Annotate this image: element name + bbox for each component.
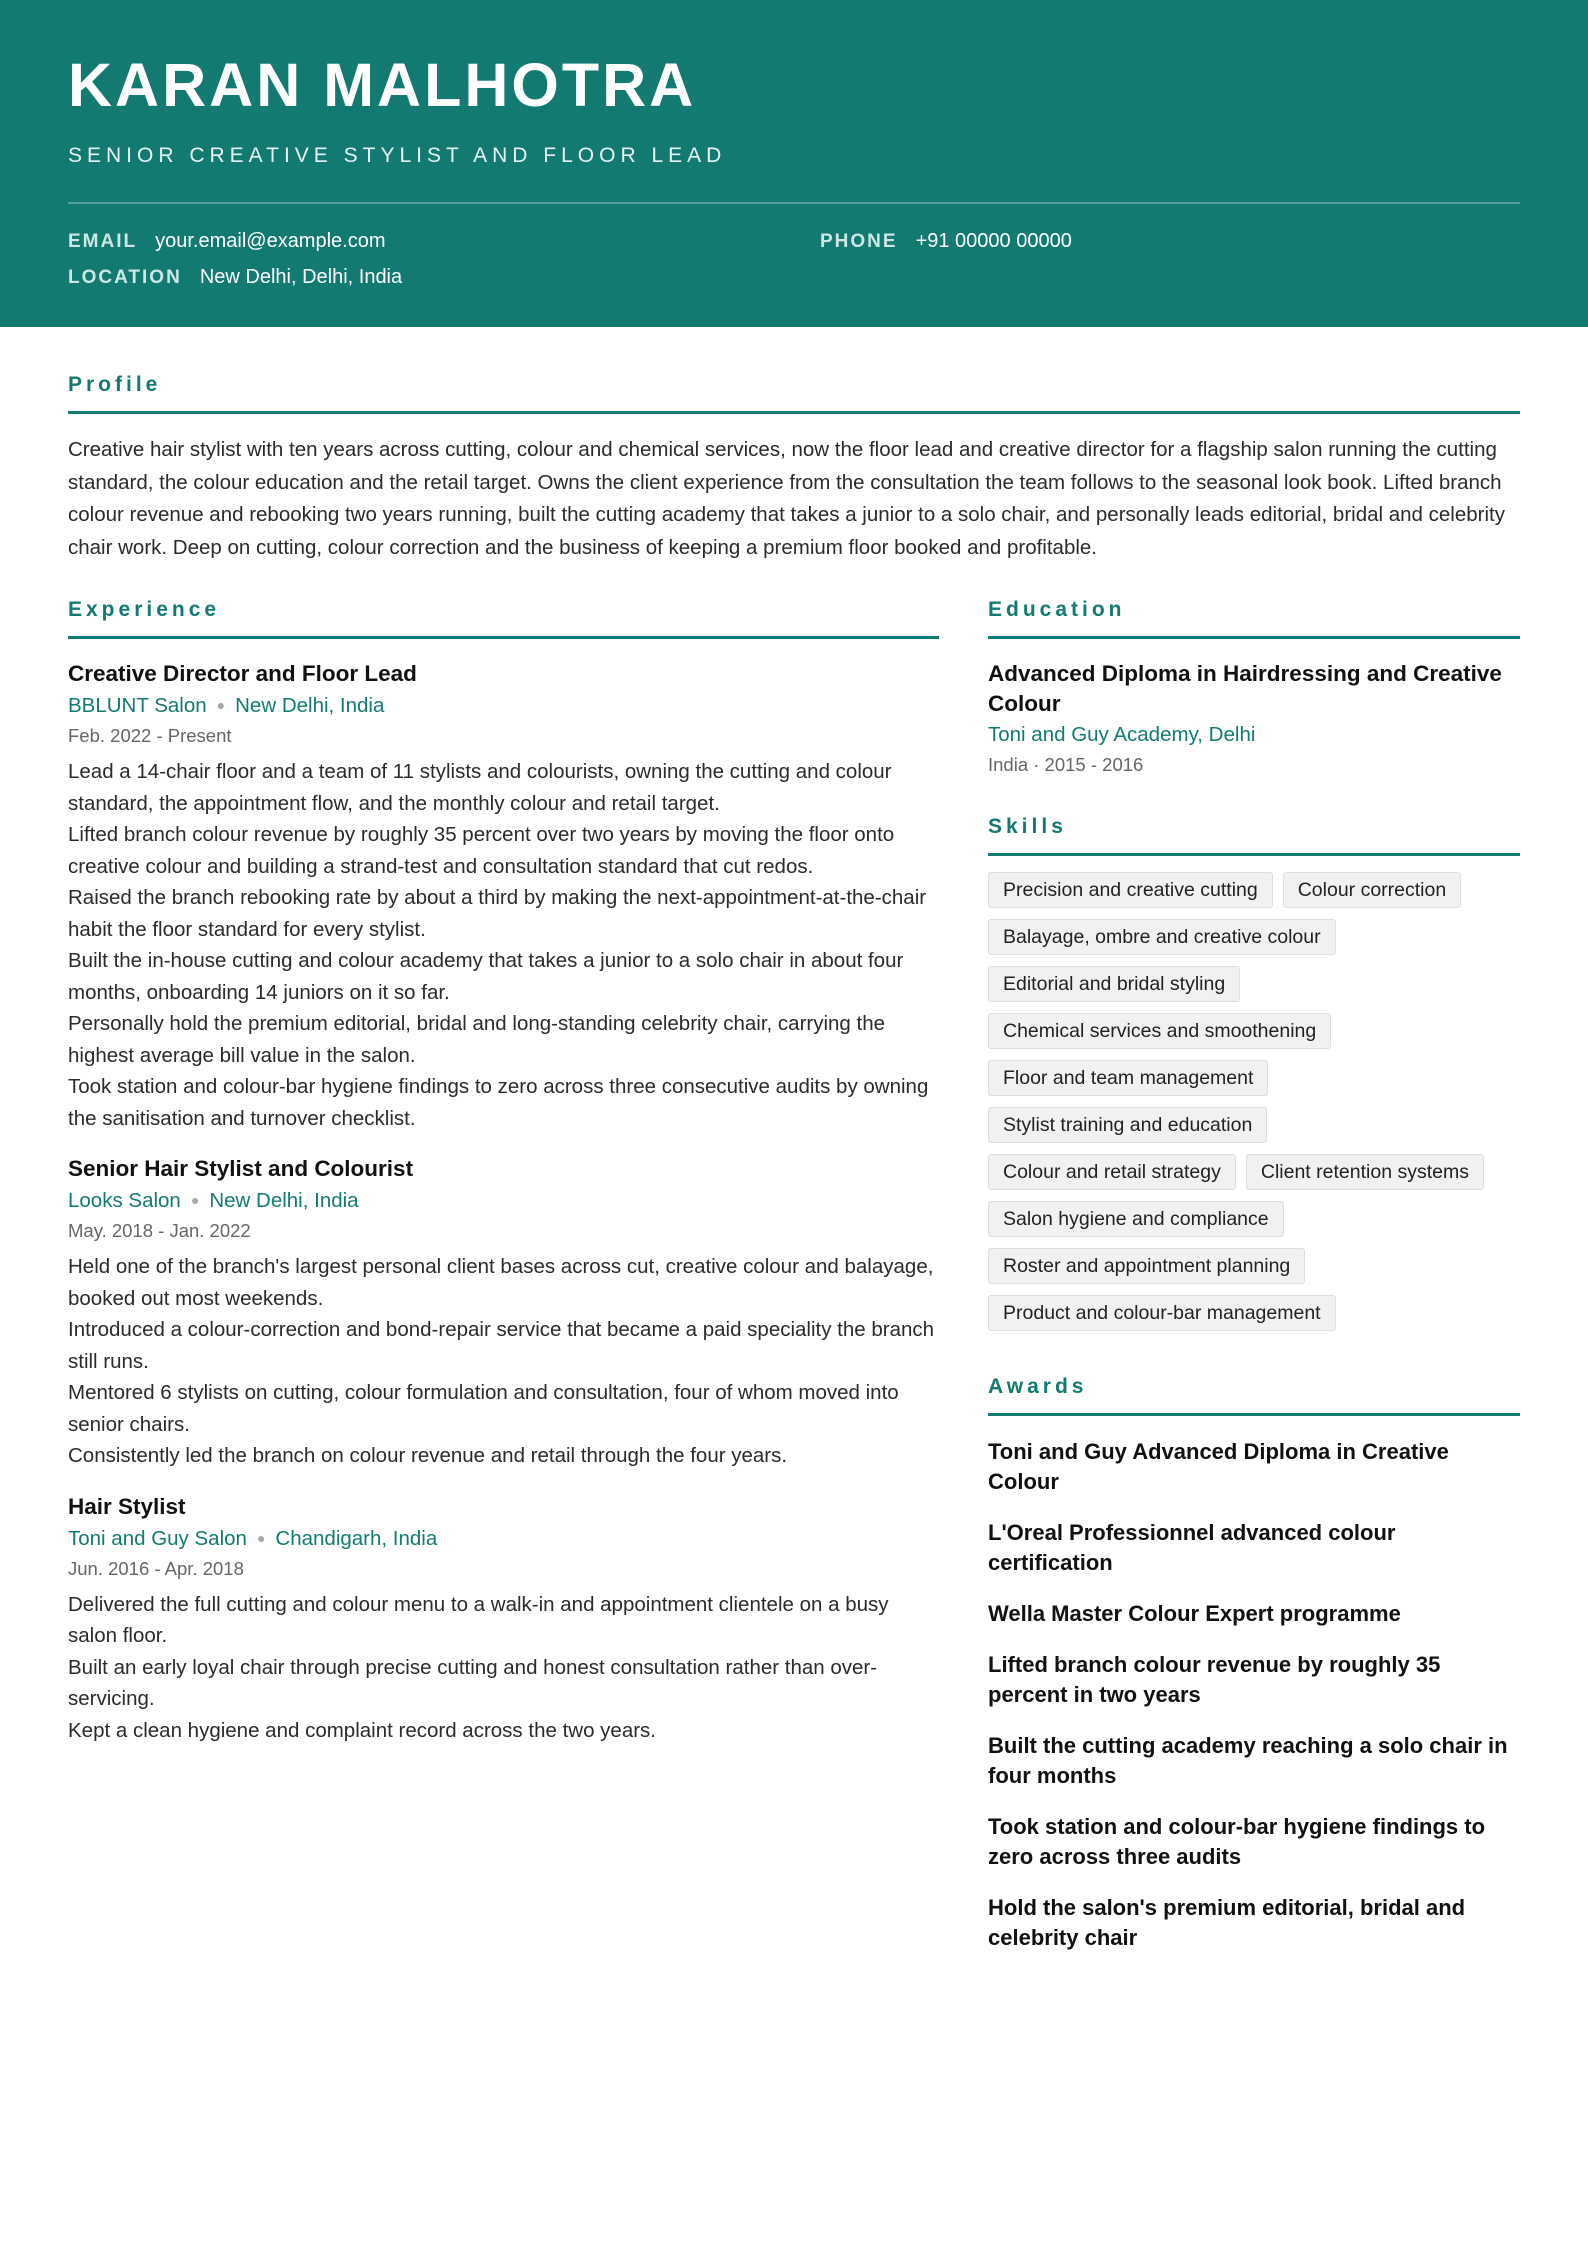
job-location: New Delhi, India (235, 694, 385, 717)
contact-location (68, 266, 402, 289)
candidate-title: SENIOR CREATIVE STYLIST AND FLOOR LEAD (68, 144, 727, 167)
separator-dot-icon: ● (190, 1192, 200, 1208)
job-org-line (68, 1184, 939, 1217)
job-dates: Jun. 2016 - Apr. 2018 (68, 1557, 244, 1579)
awards-section (988, 1375, 1520, 1953)
award-item: Took station and colour-bar hygiene findings to zero across three audits (988, 1814, 1486, 1869)
skill-chip: Roster and appointment planning (988, 1248, 1305, 1284)
job-location: Chandigarh, India (275, 1526, 438, 1550)
award-item: Toni and Guy Advanced Diploma in Creative Colour (988, 1439, 1449, 1494)
skill-chip: Chemical services and smoothening (988, 1013, 1331, 1049)
job-bullet: Lead a 14-chair floor and a team of 11 stylists and colourists, owning the cutting and colour standard, the appointment flow, and the monthly colour and retail target. (68, 760, 892, 815)
award-item: L'Oreal Professionnel advanced colour certification (988, 1520, 1396, 1575)
resume-header (0, 0, 1588, 327)
job-entry (68, 1492, 939, 1747)
email-value[interactable]: your.email@example.com (155, 230, 386, 252)
skill-chip-list (988, 872, 1520, 1331)
job-org-line (68, 689, 939, 722)
sidebar-column (988, 598, 1520, 1953)
job-company: BBLUNT Salon (68, 694, 207, 717)
job-bullet: Took station and colour-bar hygiene findings to zero across three consecutive audits by owning the sanitisation and turnover checklist. (68, 1075, 929, 1130)
skill-chip: Precision and creative cutting (988, 872, 1273, 908)
contact-phone (820, 230, 1072, 253)
job-list (68, 659, 939, 1746)
contact-email (68, 230, 386, 253)
two-column-layout (68, 598, 1520, 1953)
header-divider (68, 202, 1520, 204)
experience-section (68, 598, 939, 1953)
job-company: Looks Salon (68, 1189, 181, 1212)
award-item: Hold the salon's premium editorial, bridal and celebrity chair (988, 1895, 1466, 1950)
job-bullet: Personally hold the premium editorial, bridal and long-standing celebrity chair, carrying the highest average bill value in the salon. (68, 1012, 886, 1067)
skill-chip: Editorial and bridal styling (988, 966, 1240, 1002)
job-bullets (68, 1589, 939, 1747)
award-item: Lifted branch colour revenue by roughly 35 percent in two years (988, 1652, 1441, 1707)
job-dates: Feb. 2022 - Present (68, 725, 232, 746)
education-degree: Advanced Diploma in Hairdressing and Creative Colour (988, 661, 1502, 716)
contact-block (68, 230, 1520, 310)
job-dates: May. 2018 - Jan. 2022 (68, 1220, 251, 1241)
resume-body (0, 373, 1588, 1953)
location-value: New Delhi, Delhi, India (199, 266, 403, 288)
awards-heading: Awards (988, 1375, 1520, 1416)
job-bullet: Built an early loyal chair through precise cutting and honest consultation rather than over-servicing. (68, 1655, 878, 1710)
location-label: LOCATION (68, 267, 182, 288)
job-bullets (68, 756, 939, 1134)
job-location: New Delhi, India (209, 1189, 359, 1212)
skill-chip: Salon hygiene and compliance (988, 1201, 1284, 1237)
award-item: Wella Master Colour Expert programme (988, 1601, 1401, 1626)
job-entry (68, 1154, 939, 1472)
education-section (988, 598, 1520, 779)
job-bullet: Lifted branch colour revenue by roughly 35 percent over two years by moving the floor onto creative colour and building a strand-test and consultation standard that cut redos. (68, 823, 895, 878)
job-title: Hair Stylist (68, 1493, 186, 1519)
job-title: Senior Hair Stylist and Colourist (68, 1156, 414, 1181)
candidate-name: KARAN MALHOTRA (68, 51, 697, 119)
separator-dot-icon: ● (256, 1529, 266, 1546)
job-bullet: Delivered the full cutting and colour menu to a walk-in and appointment clientele on a busy salon floor. (68, 1592, 889, 1647)
skill-chip: Floor and team management (988, 1060, 1268, 1096)
job-org-line (68, 1522, 939, 1555)
education-meta: India · 2015 - 2016 (988, 754, 1144, 775)
job-bullet: Consistently led the branch on colour revenue and retail through the four years. (68, 1444, 788, 1467)
skills-section (988, 815, 1520, 1331)
job-bullet: Mentored 6 stylists on cutting, colour formulation and consultation, four of whom moved into senior chairs. (68, 1381, 899, 1436)
education-school: Toni and Guy Academy, Delhi (988, 723, 1256, 746)
skill-chip: Client retention systems (1246, 1154, 1484, 1190)
job-bullet: Held one of the branch's largest personal client bases across cut, creative colour and balayage, booked out most weekends. (68, 1255, 934, 1310)
skill-chip: Colour correction (1283, 872, 1461, 908)
job-title: Creative Director and Floor Lead (68, 661, 417, 686)
job-bullet: Built the in-house cutting and colour academy that takes a junior to a solo chair in about four months, onboarding 14 juniors on it so far. (68, 949, 904, 1004)
skill-chip: Stylist training and education (988, 1107, 1267, 1143)
job-bullet: Kept a clean hygiene and complaint record across the two years. (68, 1718, 656, 1742)
job-entry (68, 659, 939, 1134)
skill-chip: Product and colour-bar management (988, 1295, 1336, 1331)
separator-dot-icon: ● (216, 697, 226, 713)
phone-label: PHONE (820, 231, 898, 252)
skill-chip: Colour and retail strategy (988, 1154, 1236, 1190)
experience-heading: Experience (68, 598, 939, 639)
profile-heading: Profile (68, 373, 1520, 414)
skill-chip: Balayage, ombre and creative colour (988, 919, 1336, 955)
award-item: Built the cutting academy reaching a solo chair in four months (988, 1733, 1508, 1788)
job-bullet: Raised the branch rebooking rate by about a third by making the next-appointment-at-the-chair habit the floor standard for every stylist. (68, 886, 927, 941)
award-list (988, 1437, 1520, 1953)
job-bullets (68, 1251, 939, 1472)
profile-text: Creative hair stylist with ten years across cutting, colour and chemical services, now the floor lead and creative director for a flagship salon running the cutting standard, the colour education and the retail target. Owns the client experience from the consultation the team follows to the seasonal look book. Lifted branch colour revenue and rebooking two years running, built the cutting academy that takes a junior to a solo chair, and personally leads editorial, bridal and celebrity chair work. Deep on cutting, colour correction and the business of keeping a premium floor booked and profitable. (68, 438, 1505, 559)
email-label: EMAIL (68, 231, 138, 252)
education-heading: Education (988, 598, 1520, 639)
job-bullet: Introduced a colour-correction and bond-repair service that became a paid speciality the branch still runs. (68, 1318, 935, 1373)
skills-heading: Skills (988, 815, 1520, 856)
profile-section (68, 373, 1520, 564)
phone-value[interactable]: +91 00000 00000 (915, 230, 1072, 252)
job-company: Toni and Guy Salon (68, 1526, 247, 1550)
